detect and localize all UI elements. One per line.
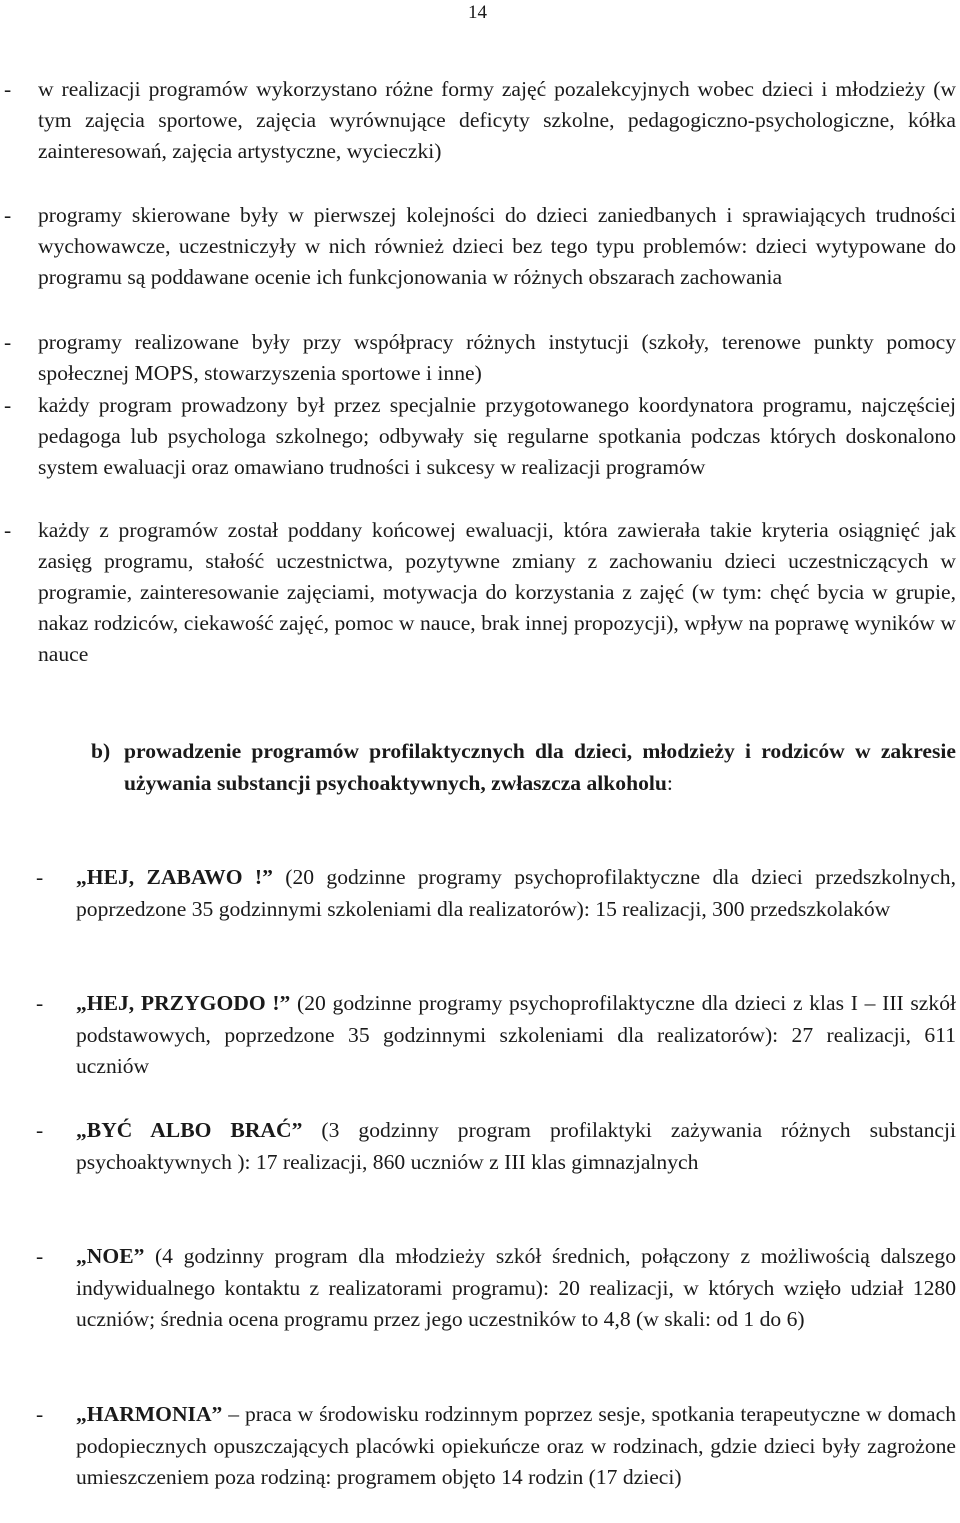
- bullet-text: każdy program prowadzony był przez specjalnie przygotowanego koordynatora programu, najczęściej pedagoga lub psychologa szkolnego; odbywały się regularne spotkania podczas których doskonalono system ewaluacji oraz omawiano trudności i sukcesy w realizacji programów: [38, 393, 956, 479]
- bullet-text: programy realizowane były przy współpracy różnych instytucji (szkoły, terenowe punkty pomocy społecznej MOPS, stowarzyszenia sportowe i inne): [38, 330, 956, 385]
- section-b-heading: [91, 736, 956, 799]
- page-number: 14: [468, 2, 487, 23]
- program-description: – praca w środowisku rodzinnym poprzez sesje, spotkania terapeutyczne w domach podopiecznych opuszczających placówki opiekuńcze oraz w rodzinach, gdzie dzieci były zagrożone umieszczeniem poza rodziną: programem objęto 14 rodzin (17 dzieci): [76, 1402, 956, 1489]
- program-description: (3 godzinny program profilaktyki zażywania różnych substancji psychoaktywnych ): 17 realizacji, 860 uczniów z III klas gimnazjalnych: [76, 1118, 956, 1174]
- program-description: (20 godzinne programy psychoprofilaktyczne dla dzieci przedszkolnych, poprzedzone 35 godzinnymi szkoleniami dla realizatorów): 15 realizacji, 300 przedszkolaków: [76, 865, 957, 921]
- program-item-harmonia: [36, 1399, 956, 1494]
- bullet-dash: -: [36, 1244, 44, 1268]
- section-heading-colon: :: [666, 770, 673, 795]
- bullet-dash: -: [4, 393, 12, 417]
- program-name: „NOE”: [76, 1244, 145, 1268]
- program-item-noe: [36, 1241, 956, 1336]
- bullet-dash: -: [4, 203, 12, 227]
- bullet-dash: -: [36, 1402, 44, 1426]
- program-item-byc-albo-brac: [36, 1115, 956, 1178]
- section-marker: b): [91, 739, 111, 763]
- program-name: „HEJ, ZABAWO !”: [76, 865, 273, 889]
- bullet-dash: -: [36, 991, 44, 1015]
- program-description: (20 godzinne programy psychoprofilaktyczne dla dzieci z klas I – III szkół podstawowych, poprzedzone 35 godzinnymi szkoleniami dla realizatorów): 27 realizacji, 611 uczniów: [76, 991, 956, 1078]
- bullet-item-2: [4, 200, 956, 293]
- bullet-text: w realizacji programów wykorzystano różne formy zajęć pozalekcyjnych wobec dzieci i młodzieży (w tym zajęcia sportowe, zajęcia wyrównujące deficyty szkolne, pedagogiczno-psychologiczne, kółka zainteresowań, zajęcia artystyczne, wycieczki): [38, 77, 956, 163]
- program-name: „HEJ, PRZYGODO !”: [76, 991, 291, 1015]
- bullet-item-4: [4, 390, 956, 483]
- bullet-dash: -: [4, 518, 12, 542]
- bullet-item-3: [4, 327, 956, 389]
- program-name: „BYĆ ALBO BRAĆ”: [76, 1118, 303, 1142]
- bullet-dash: -: [36, 1118, 44, 1142]
- bullet-text: każdy z programów został poddany końcowej ewaluacji, która zawierała takie kryteria osiągnięć jak zasięg programu, stałość uczestnictwa, pozytywne zmiany z zachowaniu dzieci uczestniczących w programie, zainteresowanie zajęciami, motywacja do korzystania z zajęć (w tym: chęć bycia w grupie, nakaz rodziców, ciekawość zajęć, pomoc w nauce, brak innej propozycji), wpływ na poprawę wyników w nauce: [38, 518, 956, 666]
- program-description: (4 godzinny program dla młodzieży szkół średnich, połączony z możliwością dalszego indywidualnego kontaktu z realizatorami programu): 20 realizacji, w których wzięło udział 1280 uczniów; średnia ocena programu przez jego uczestników to 4,8 (w skali: od 1 do 6): [76, 1244, 956, 1331]
- bullet-item-1: [4, 74, 956, 167]
- program-item-hej-przygodo: [36, 988, 956, 1083]
- bullet-dash: -: [4, 77, 12, 101]
- bullet-dash: -: [4, 330, 12, 354]
- bullet-dash: -: [36, 865, 44, 889]
- bullet-text: programy skierowane były w pierwszej kolejności do dzieci zaniedbanych i sprawiających trudności wychowawcze, uczestniczyły w nich również dzieci bez tego typu problemów: dzieci wytypowane do programu są poddawane ocenie ich funkcjonowania w różnych obszarach zachowania: [38, 203, 956, 289]
- program-item-hej-zabawo: [36, 862, 957, 925]
- program-name: „HARMONIA”: [76, 1402, 223, 1426]
- section-heading-text: prowadzenie programów profilaktycznych dla dzieci, młodzieży i rodziców w zakresie używania substancji psychoaktywnych, zwłaszcza alkoholu: [124, 739, 956, 795]
- bullet-item-5: [4, 515, 956, 670]
